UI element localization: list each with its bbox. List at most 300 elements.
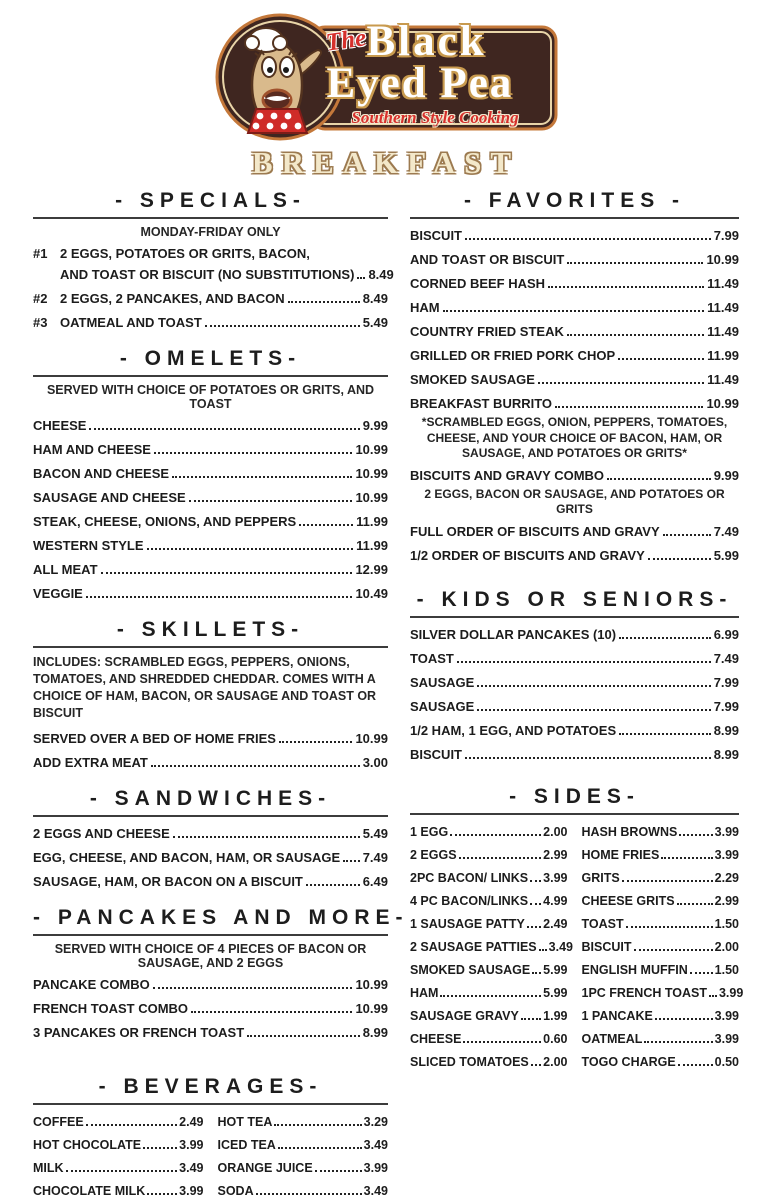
- dotted-leader: [655, 1018, 713, 1020]
- section-pancakes-and-more: [33, 905, 409, 1043]
- menu-item-line: [410, 744, 739, 765]
- menu-item-price: 6.99: [713, 626, 739, 642]
- section-sandwiches: [33, 787, 388, 892]
- menu-item: [410, 273, 739, 294]
- dotted-leader: [457, 661, 711, 663]
- menu-item-price: 10.99: [355, 490, 388, 505]
- menu-item-price: 2.49: [543, 916, 568, 931]
- menu-item-price: 3.99: [714, 1031, 739, 1046]
- menu-item-label: 2PC BACON/ LINKS: [410, 870, 529, 885]
- dotted-leader: [530, 880, 541, 882]
- menu-item: [33, 583, 388, 604]
- menu-item-price: 3.99: [179, 1137, 204, 1152]
- omelets-items: [33, 415, 388, 604]
- menu-item-price: 7.49: [713, 650, 739, 666]
- menu-item: [410, 890, 568, 913]
- menu-item: [410, 1005, 568, 1028]
- menu-item-line: [33, 752, 388, 773]
- dotted-leader: [644, 1041, 712, 1043]
- menu-item: [33, 728, 388, 749]
- menu-item-label: GRITS: [581, 870, 620, 885]
- menu-item-line: [33, 974, 388, 995]
- menu-item-label: SMOKED SAUSAGE: [410, 962, 531, 977]
- menu-item-label: ICED TEA: [217, 1137, 276, 1152]
- section-sides: [410, 784, 744, 1074]
- menu-item: [582, 867, 740, 890]
- menu-item-price: 2.00: [714, 939, 739, 954]
- dotted-leader: [555, 406, 703, 408]
- menu-item-number: #3: [33, 315, 48, 330]
- dotted-leader: [66, 1170, 178, 1172]
- menu-item-line: [33, 871, 388, 892]
- menu-item: [410, 982, 568, 1005]
- dotted-leader: [288, 301, 360, 303]
- menu-item: [410, 624, 739, 645]
- logo-the-text: The: [323, 24, 368, 57]
- menu-item-label: OATMEAL AND TOAST: [60, 315, 202, 330]
- dotted-leader: [618, 358, 704, 360]
- section-divider: [33, 1103, 388, 1105]
- menu-item: [581, 982, 744, 1005]
- menu-item-label: BISCUIT: [581, 939, 632, 954]
- dotted-leader: [678, 1064, 713, 1066]
- menu-item-price: 11.49: [707, 300, 739, 315]
- menu-item: [582, 936, 740, 959]
- dotted-leader: [86, 596, 353, 598]
- menu-item-price: 0.50: [714, 1054, 739, 1069]
- logo-tagline: Southern Style Cooking: [351, 108, 519, 127]
- menu-item-line: [33, 728, 388, 749]
- menu-item: [410, 297, 739, 318]
- dotted-leader: [538, 382, 704, 384]
- dotted-leader: [89, 428, 359, 430]
- menu-item-label: 1 EGG: [410, 824, 449, 839]
- menu-item-price: 10.99: [355, 976, 388, 992]
- menu-item-label: SERVED OVER A BED OF HOME FRIES: [33, 730, 276, 746]
- dotted-leader: [173, 836, 360, 838]
- dotted-leader: [151, 765, 360, 767]
- menu-item: [33, 823, 388, 844]
- menu-item: [582, 844, 740, 867]
- menu-item: [33, 1134, 204, 1157]
- section-title: - SPECIALS-: [115, 189, 306, 212]
- favorites-items: [410, 225, 739, 566]
- menu-item-price: 10.99: [355, 730, 388, 746]
- menu-item: [218, 1134, 389, 1157]
- menu-item-line: [33, 312, 388, 333]
- menu-item-line: [410, 369, 739, 390]
- menu-item: [410, 936, 573, 959]
- dotted-leader: [247, 1035, 360, 1037]
- menu-item-line: [33, 415, 388, 436]
- sides-left-column: [410, 821, 573, 1074]
- menu-item-price: 11.99: [707, 348, 739, 363]
- menu-item: [410, 249, 739, 270]
- menu-item: [410, 913, 568, 936]
- dotted-leader: [521, 1018, 541, 1020]
- dotted-leader: [274, 1124, 361, 1126]
- menu-item: [410, 345, 739, 366]
- dotted-leader: [567, 262, 703, 264]
- menu-item-label: 1 SAUSAGE PATTY: [410, 916, 525, 931]
- menu-item-price: 12.99: [355, 562, 388, 577]
- section-title: - SKILLETS-: [116, 618, 305, 641]
- menu-item-price: 2.00: [543, 1054, 568, 1069]
- menu-item-price: 10.99: [706, 252, 739, 267]
- menu-item: [582, 913, 740, 936]
- logo-name-top: Black: [366, 18, 487, 65]
- menu-item-label: HAM: [410, 985, 439, 1000]
- section-subtitle: MONDAY-FRIDAY ONLY: [140, 225, 281, 239]
- menu-item-price: 8.99: [713, 722, 739, 738]
- menu-item-wrap-text: 2 EGGS, POTATOES OR GRITS, BACON,: [60, 246, 310, 261]
- section-divider: [410, 217, 739, 219]
- dotted-leader: [143, 1147, 177, 1149]
- menu-item: [33, 1157, 204, 1180]
- menu-item: [33, 535, 388, 556]
- menu-item: [582, 959, 740, 982]
- dotted-leader: [626, 926, 713, 928]
- menu-item-line: [410, 273, 739, 294]
- section-specials: [33, 189, 394, 333]
- dotted-leader: [154, 452, 352, 454]
- menu-item: [410, 844, 568, 867]
- menu-item-label: HAM: [410, 300, 440, 315]
- dotted-leader: [465, 238, 711, 240]
- menu-item: [410, 225, 739, 246]
- menu-item-price: 2.29: [714, 870, 739, 885]
- menu-item: [218, 1111, 389, 1134]
- menu-item-label: CHEESE GRITS: [581, 893, 675, 908]
- dotted-leader: [205, 325, 360, 327]
- menu-item-price: 3.99: [718, 985, 744, 1000]
- section-title: - SANDWICHES-: [89, 786, 332, 810]
- dotted-leader: [86, 1124, 177, 1126]
- menu-item-line: [33, 264, 394, 285]
- dotted-leader: [709, 995, 717, 997]
- skillets-items: [33, 728, 388, 773]
- dotted-leader: [648, 558, 711, 560]
- menu-item-price: 11.99: [356, 514, 388, 529]
- menu-item-price: 11.99: [356, 538, 388, 553]
- sides-right-column: [581, 821, 744, 1074]
- menu-item-price: 3.99: [714, 1008, 739, 1023]
- menu-item-line: [410, 624, 739, 645]
- menu-item-line: [410, 545, 739, 566]
- menu-item-price: 1.50: [714, 916, 739, 931]
- dotted-leader: [343, 860, 359, 862]
- menu-item-label: 2 EGGS: [410, 847, 457, 862]
- menu-item-label: GRILLED OR FRIED PORK CHOP: [410, 348, 616, 363]
- menu-item-label: SAUSAGE: [410, 674, 475, 690]
- dotted-leader: [189, 500, 353, 502]
- menu-item: [410, 369, 739, 390]
- menu-item-price: 3.29: [363, 1114, 388, 1129]
- menu-item: [33, 1111, 204, 1134]
- menu-item-price: 3.99: [714, 847, 739, 862]
- menu-item-price: 8.99: [362, 1024, 388, 1040]
- section-divider: [410, 813, 739, 815]
- dotted-leader: [147, 548, 354, 550]
- menu-item-line: [410, 321, 739, 342]
- menu-item: [33, 288, 388, 309]
- dotted-leader: [677, 903, 713, 905]
- dotted-leader: [465, 757, 711, 759]
- menu-item: [33, 243, 394, 285]
- menu-item-price: 8.49: [368, 267, 394, 282]
- menu-item-label: BISCUIT: [410, 228, 462, 243]
- section-title: - BEVERAGES-: [98, 1074, 323, 1098]
- menu-item-line: [33, 847, 388, 868]
- menu-item-label: SAUSAGE, HAM, OR BACON ON A BISCUIT: [33, 873, 303, 889]
- dotted-leader: [619, 637, 711, 639]
- menu-item-line: [410, 225, 739, 246]
- menu-item-price: 10.99: [355, 466, 388, 481]
- menu-item-label: TOAST: [581, 916, 624, 931]
- menu-item-label: AND TOAST OR BISCUIT: [410, 252, 565, 267]
- section-divider: [33, 934, 388, 936]
- menu-item-label: 1PC FRENCH TOAST: [581, 985, 707, 1000]
- specials-items: [33, 243, 394, 333]
- menu-item-label: 3 PANCAKES OR FRENCH TOAST: [33, 1024, 245, 1040]
- menu-item-line: [33, 823, 388, 844]
- menu-item-label: EGG, CHEESE, AND BACON, HAM, OR SAUSAGE: [33, 849, 341, 865]
- menu-item-price: 10.49: [355, 586, 388, 601]
- dotted-leader: [153, 987, 353, 989]
- menu-item: [218, 1180, 389, 1200]
- menu-item-line: [33, 998, 388, 1019]
- menu-item-label: 2 EGGS, 2 PANCAKES, AND BACON: [60, 291, 285, 306]
- menu-item-price: 3.99: [543, 870, 568, 885]
- menu-item: [33, 998, 388, 1019]
- menu-item-label: HASH BROWNS: [581, 824, 678, 839]
- dotted-leader: [477, 685, 710, 687]
- menu-item-label: 2 EGGS AND CHEESE: [33, 825, 170, 841]
- menu-item-price: 7.49: [362, 849, 388, 865]
- menu-item-label: ORANGE JUICE: [217, 1160, 313, 1175]
- dotted-leader: [477, 709, 710, 711]
- section-title: - OMELETS-: [119, 347, 302, 370]
- menu-item-price: 5.49: [362, 315, 388, 330]
- breakfast-banner: BREAKFAST: [251, 145, 521, 180]
- menu-item-price: 1.99: [543, 1008, 568, 1023]
- dotted-leader: [147, 1193, 177, 1195]
- menu-item: [33, 559, 388, 580]
- menu-item: [33, 974, 388, 995]
- menu-item-line: [33, 583, 388, 604]
- left-column: [33, 189, 409, 1200]
- menu-item-label: SODA: [217, 1183, 254, 1198]
- menu-item: [33, 871, 388, 892]
- pancakes-items: [33, 974, 388, 1043]
- menu-item-label: SLICED TOMATOES: [410, 1054, 529, 1069]
- menu-item-price: 11.49: [707, 372, 739, 387]
- kids-items: [410, 624, 739, 765]
- menu-item-line: [410, 720, 739, 741]
- dotted-leader: [191, 1011, 352, 1013]
- menu-item-price: 2.00: [543, 824, 568, 839]
- dotted-leader: [607, 478, 711, 480]
- menu-item-price: 7.99: [713, 698, 739, 714]
- dotted-leader: [299, 524, 353, 526]
- menu-item-line: [410, 345, 739, 366]
- section-subtitle: SERVED WITH CHOICE OF POTATOES OR GRITS, AND TOAST: [46, 383, 375, 411]
- menu-item: [410, 1028, 568, 1051]
- menu-item: [410, 744, 739, 765]
- dotted-leader: [661, 857, 712, 859]
- menu-item: [410, 521, 739, 542]
- section-kids-or-seniors: [410, 588, 739, 765]
- menu-item-price: 10.99: [355, 442, 388, 457]
- dotted-leader: [357, 277, 365, 279]
- dotted-leader: [548, 286, 704, 288]
- menu-item-label: TOGO CHARGE: [581, 1054, 676, 1069]
- menu-item-label: 4 PC BACON/LINKS: [410, 893, 529, 908]
- dotted-leader: [530, 903, 541, 905]
- dotted-leader: [256, 1193, 362, 1195]
- menu-item-note: 2 EGGS, BACON OR SAUSAGE, AND POTATOES OR GRITS: [424, 486, 725, 517]
- menu-item-label: PANCAKE COMBO: [33, 976, 150, 992]
- menu-item-price: 3.49: [548, 939, 573, 954]
- menu-item: [410, 321, 739, 342]
- menu-item-price: 4.99: [543, 893, 568, 908]
- menu-item-price: 2.99: [543, 847, 568, 862]
- menu-item: [410, 720, 739, 741]
- menu-item-label: MILK: [33, 1160, 64, 1175]
- menu-item-line: [410, 696, 739, 717]
- menu-item-price: 2.99: [714, 893, 739, 908]
- menu-item-price: 3.49: [363, 1137, 388, 1152]
- menu-item-label: BACON AND CHEESE: [33, 466, 170, 481]
- menu-item-line: [33, 288, 388, 309]
- right-column: [410, 189, 744, 1200]
- menu-item-label: BREAKFAST BURRITO: [410, 396, 553, 411]
- menu-item-price: 9.99: [713, 467, 739, 483]
- black-eyed-pea-logo: [214, 13, 559, 141]
- menu-item-line: [33, 487, 388, 508]
- menu-item-label: 2 SAUSAGE PATTIES: [410, 939, 537, 954]
- menu-item-line: [33, 511, 388, 532]
- sandwiches-items: [33, 823, 388, 892]
- dotted-leader: [315, 1170, 362, 1172]
- menu-item-line: [410, 249, 739, 270]
- dotted-leader: [278, 1147, 362, 1149]
- menu-item: [582, 1028, 740, 1051]
- menu-item: [410, 959, 568, 982]
- menu-item-label: CHEESE: [410, 1031, 462, 1046]
- menu-item-number: #2: [33, 291, 48, 306]
- menu-item-line: [410, 393, 739, 414]
- section-divider: [33, 646, 388, 648]
- menu-item: [410, 1051, 568, 1074]
- menu-item-label: OATMEAL: [581, 1031, 643, 1046]
- menu-item-price: 0.60: [543, 1031, 568, 1046]
- menu-item-label: VEGGIE: [33, 586, 83, 601]
- menu-item-price: 3.49: [363, 1183, 388, 1198]
- dotted-leader: [450, 834, 541, 836]
- menu-item-label: COUNTRY FRIED STEAK: [410, 324, 564, 339]
- section-title: - FAVORITES -: [463, 189, 686, 212]
- menu-item-label: 1/2 HAM, 1 EGG, AND POTATOES: [410, 722, 617, 738]
- menu-item-price: 10.99: [355, 1000, 388, 1016]
- menu-item-price: 5.99: [543, 985, 568, 1000]
- dotted-leader: [527, 926, 541, 928]
- section-title: - SIDES-: [509, 784, 640, 808]
- menu-item: [582, 821, 740, 844]
- menu-item: [582, 1051, 740, 1074]
- menu-item: [33, 487, 388, 508]
- menu-item: [33, 1022, 388, 1043]
- menu-item-line: [410, 672, 739, 693]
- section-divider: [33, 375, 388, 377]
- beverages-right-column: [218, 1111, 389, 1200]
- menu-item: [33, 847, 388, 868]
- menu-item: [410, 821, 568, 844]
- section-title: - PANCAKES AND MORE-: [33, 905, 409, 929]
- menu-item: [582, 1005, 740, 1028]
- menu-item-label: SAUSAGE GRAVY: [410, 1008, 519, 1023]
- menu-item-price: 3.99: [363, 1160, 388, 1175]
- menu-item-line: [410, 521, 739, 542]
- menu-item-label: CHOCOLATE MILK: [33, 1183, 146, 1198]
- logo-header: [0, 0, 772, 141]
- menu-item: [33, 1180, 204, 1200]
- menu-item-label: HAM AND CHEESE: [33, 442, 151, 457]
- menu-item-price: 2.49: [179, 1114, 204, 1129]
- menu-item-label: HOT TEA: [217, 1114, 273, 1129]
- menu-item-line: [33, 439, 388, 460]
- menu-item: [410, 867, 568, 890]
- menu-item-label: 1 PANCAKE: [581, 1008, 653, 1023]
- menu-item-price: 1.50: [714, 962, 739, 977]
- menu-item-line: [33, 559, 388, 580]
- menu-item-label: BISCUIT: [410, 746, 462, 762]
- section-description: INCLUDES: SCRAMBLED EGGS, PEPPERS, ONIONS, TOMATOES, AND SHREDDED CHEDDAR. COMES WITH A CHOICE OF HAM, BACON, OR SAUSAGE AND TOAST OR BISCUIT: [33, 655, 377, 720]
- menu-item-price: 11.49: [707, 324, 739, 339]
- logo-name-bottom: Eyed Pea: [326, 60, 514, 107]
- dotted-leader: [440, 995, 541, 997]
- section-favorites: [410, 189, 739, 566]
- menu-item: [410, 545, 739, 566]
- menu-item: [33, 752, 388, 773]
- dotted-leader: [634, 949, 713, 951]
- menu-item-label: SMOKED SAUSAGE: [410, 372, 535, 387]
- menu-item-line: [33, 535, 388, 556]
- dotted-leader: [567, 334, 704, 336]
- menu-item-line: [410, 648, 739, 669]
- menu-item-label: COFFEE: [33, 1114, 84, 1129]
- menu-item-label: CORNED BEEF HASH: [410, 276, 546, 291]
- menu-item-price: 7.99: [713, 674, 739, 690]
- menu-item-line: [33, 463, 388, 484]
- menu-item: [410, 672, 739, 693]
- menu-item-price: 7.49: [713, 523, 739, 539]
- menu-item: [410, 648, 739, 669]
- beverages-columns: [33, 1111, 388, 1200]
- dotted-leader: [619, 733, 711, 735]
- menu-item-label: HOT CHOCOLATE: [33, 1137, 142, 1152]
- menu-item: [33, 463, 388, 484]
- menu-item-price: 5.99: [713, 547, 739, 563]
- section-beverages: [33, 1075, 388, 1200]
- section-divider: [33, 815, 388, 817]
- dotted-leader: [663, 534, 711, 536]
- menu-item-label: BISCUITS AND GRAVY COMBO: [410, 467, 605, 483]
- menu-item-price: 8.49: [362, 291, 388, 306]
- menu-item-price: 3.99: [179, 1183, 204, 1198]
- menu-item-label: CHEESE: [33, 418, 87, 433]
- menu-item-number: #1: [33, 246, 48, 261]
